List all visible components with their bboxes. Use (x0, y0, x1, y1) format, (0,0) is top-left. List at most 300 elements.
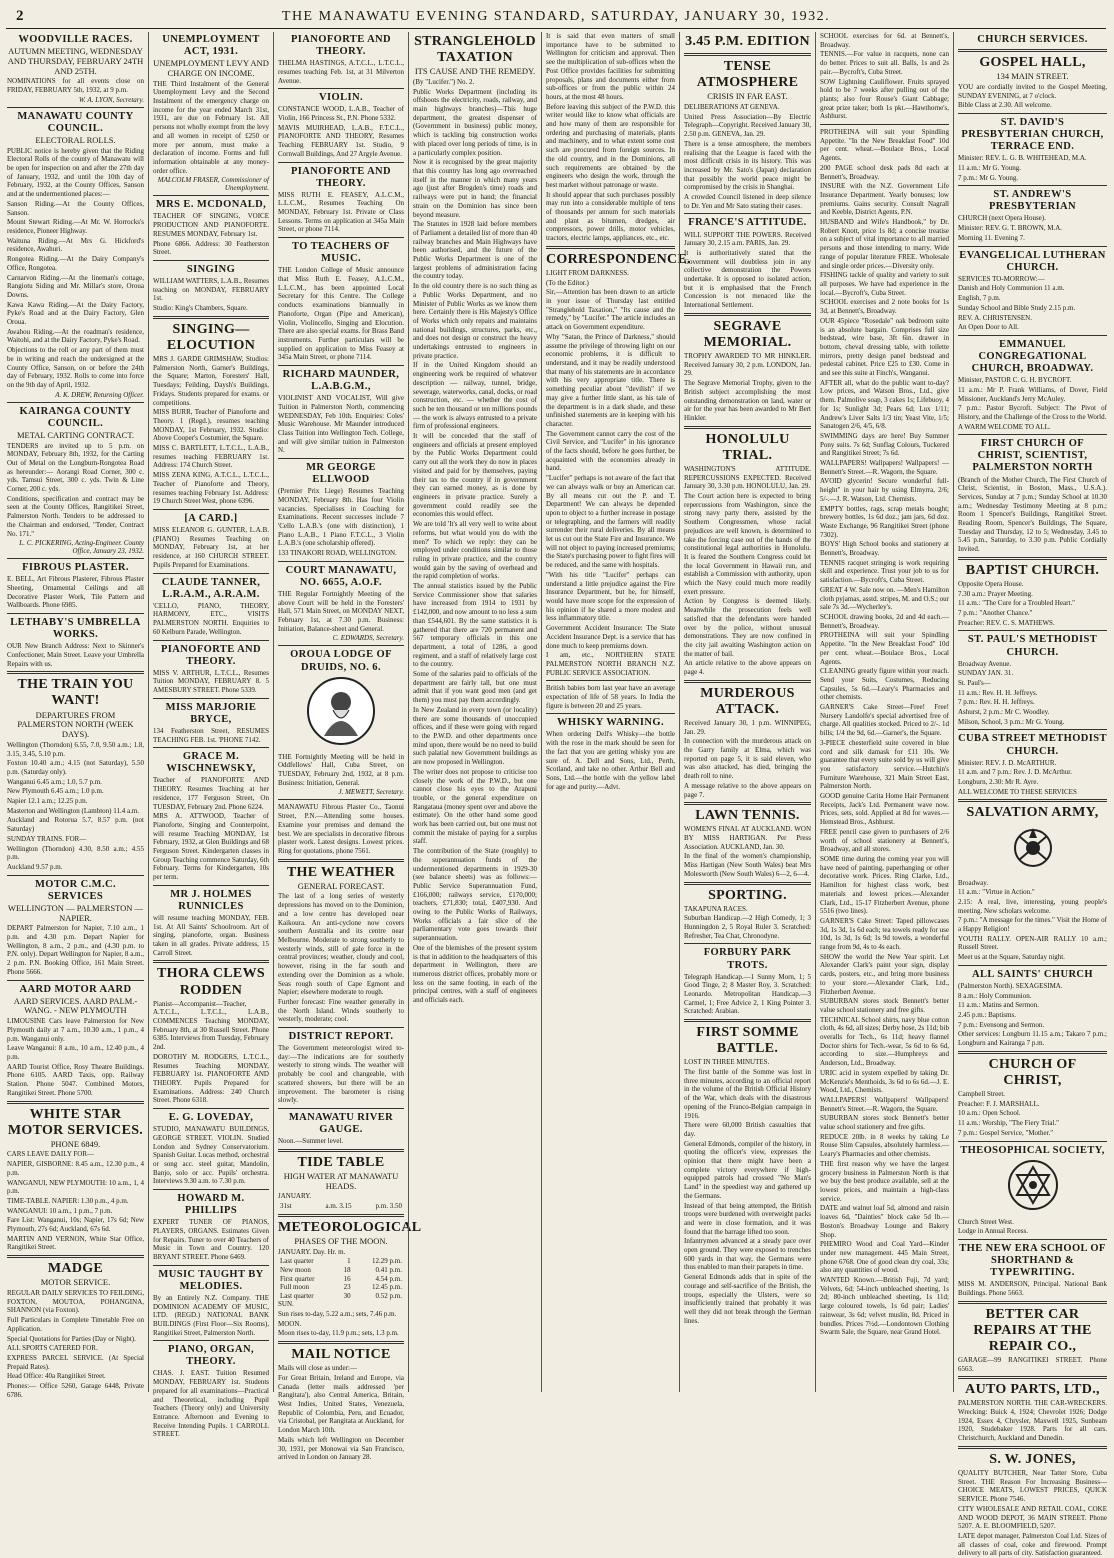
paragraph: The writer does not propose to criticise too closely the work of the P.W.D., but one cannot close his eyes to the Arapuni trouble, or the general expenditure on Rangataua (money spent over and above the estimate). On the other hand some good work has been carried out, but one must not commit the mistake of paying for a surplus staff. (413, 767, 538, 846)
paragraph: OUR 45piece "Rosedale" oak bedroom suite is an absolute bargain. Comprises full size bedstead, wire base, 3ft 6in. drawer in bottom, cheval dressing table, with toilette mirrors, pretty design panel bedstead and pedestal cabinet. Price £25 to £30. Come in and see this suite at Finch's, Wanganui. (820, 316, 949, 378)
paragraph: 133 TINAKORI ROAD, WELLINGTON. (278, 549, 397, 558)
paragraph: SHOW the world the New Year spirit. Let Alexander Clark's paint your sign, display cards, posters, etc., and bring more business to your store.—Alexander Clark, Ltd., Fitzherbert Avenue. (820, 952, 949, 996)
article-headline: EVANGELICAL LUTHERAN CHURCH. (959, 249, 1106, 273)
paragraph: OUR New Branch Address: Next to Skinner's Confectioner, Main Street. Leave your Umbrella Repairs with us. (7, 642, 144, 668)
paragraph: QUALITY BUTCHER, Near Tatter Store, Cuba Street. THE Reason For Increasing Business— CHOICE MEATS, LOWEST PRICES, QUICK SERVICE. Phone 7546. (958, 1468, 1107, 1504)
paragraph: (Branch of the Mother Church, The First Church of Christ, Scientist, in Boston, Mass., U.S.A.). Services, Sunday at 7 p.m.; Sunday School at 10.30 a.m.; Wednesday Testimony Meeting at 8 p.m.; Room 1 Spencer's Buildings, Rangitikei Street. Reading Room, Spencer's Buildings, The Square, Tuesday and Thursday, 12 to 5; Wednesday, 3.45 to 5.45 p.m., Saturday, to 3.30 p.m. Public Cordially Invited. (958, 475, 1107, 554)
article-headline: TIDE TABLE (297, 1154, 385, 1170)
data-table (278, 1257, 404, 1300)
paragraph: 11 a.m. and 7 p.m.: Rev. J. D. McArthur. (958, 768, 1072, 777)
article-headline: RICHARD MAUNDER, L.A.B.G.M., (282, 369, 400, 393)
paragraph: MANAWATU Fibrous Plaster Co., Taonui Street, P.N.—Attending some houses. Examine your premises and demand the best. We are specialists in decorative fibrous plaster work. Latest designs. Lowest prices. Ring for quotations, phone 7561. (278, 803, 404, 855)
article (153, 260, 269, 313)
divider (958, 434, 1107, 435)
paragraph: In the old country there is no such thing as a Public Works Department, and no Minister of Public Works as we know them here. Certainly there is His Majesty's Office of Works which only repairs and maintains national buildings, structures, parks, etc., and does not design or construct the heavy undertakings entrusted to engineers in private practice. (413, 282, 537, 360)
paragraph: Phone 6866. Address: 30 Featherston Street. (153, 239, 269, 257)
paragraph: TIME-TABLE. NAPIER: 1.30 p.m., 4 p.m. (7, 1196, 129, 1205)
divider (684, 426, 811, 429)
article (684, 34, 811, 50)
paragraph: PROTHEINA will suit your Spindling Appetite. "In the New Breakfast Food" 10d per cent. wheat.—Boulace Bros., Local Agents. (820, 128, 949, 163)
article-headline: CHURCH OF CHRIST, (988, 1056, 1077, 1088)
article-headline: KAIRANGA COUNTY COUNCIL. (19, 405, 132, 429)
article-headline: 3.45 P.M. EDITION (685, 34, 810, 49)
table-cell: 18 (343, 1265, 351, 1274)
paragraph: 10 a.m.: Open School. (958, 1109, 1021, 1118)
divider (684, 802, 811, 805)
paragraph: Morning 11. Evening 7. (958, 233, 1025, 242)
divider (546, 680, 675, 681)
divider (7, 107, 144, 108)
paragraph: An Open Door to All. (958, 323, 1019, 332)
article-subhead: WELLINGTON — PALMERSTON — NAPIER. (7, 902, 144, 923)
article (684, 882, 811, 941)
paragraph: 7 p.m.: Evensong and Sermon. (958, 1020, 1045, 1029)
article-headline: CHURCH SERVICES. (977, 34, 1088, 45)
paragraph: The Government meteorologist wired to-day:—The indications are for southerly westerly to strong winds. The weather will probably be cool and changeable, with scattered showers, but there will be an improvement. The barometer is rising slowly. (278, 1044, 404, 1105)
paragraph: MOON. (278, 1319, 302, 1328)
paragraph: If in the United Kingdom should an engineering work be required of whatever description — railway, tunnel, bridge, sewerage, waterworks, canal, docks, or road construction, etc. — whether the cost of such be ten thousand or ten millions pounds — the work is always entrusted to a private firm of professional engineers. (413, 361, 537, 431)
paragraph: Campbell Street. (958, 1090, 1006, 1099)
article-headline: PIANOFORTE AND THEORY. (290, 165, 392, 189)
divider (278, 1108, 404, 1109)
divider (153, 1265, 269, 1266)
paragraph: "Lucifer" perhaps is not aware of the fact that we can always walk or buy an American car. By all means cut out the P. and T. Department! We can always be depended upon to object to a further increase in postage or telegraphing, and the farmers will readily surrender their rural deliveries. By all means let us cut out the State Fire and Insurance. We will not object to paying increased premiums; the State's purchasing power to fight fires will be reduced, and the same with hospitals. (546, 474, 675, 570)
paragraph: TENNIS.—For value in racquets, none can do better. Prices to suit all. Balls, 1s and 2s pair.—Bycroft's, Cuba Street. (820, 50, 949, 76)
paragraph: DOROTHY M. RODGERS, L.T.C.L., Resumes Teaching MONDAY, FEBRUARY 1st. PIANOFORTE AND THEORY. Pupils Prepared for Examinations. Address: 240 Church Street. Phone 6318. (153, 1052, 269, 1105)
paragraph: TEACHER OF SINGING, VOICE PRODUCTION AND PIANOFORTE. RESUMES MONDAY, February 1st. (153, 212, 269, 238)
divider (278, 645, 404, 646)
paragraph: MISS C. BARTLETT, L.T.C.L., L.A.B., resumes teaching FEBRUARY 1st. Address: 174 Church Street. (153, 444, 269, 470)
paragraph: British babies born last year have an average expectation of life of 58 years. In India the figure is between 20 and 25 years. (546, 684, 675, 710)
paragraph: 11 a.m.: Rev. H. H. Jeffreys. (958, 688, 1038, 697)
table-cell: 31st (280, 1202, 292, 1211)
paragraph: TECHNICAL School shirts, navy blue cotton cloth, 4s 6d, all sizes; Derby hose, 2s 11d; bib overalls for Tech., 6s 11d; heavy flannel Doctor shirts for Tech.-wear, 5s 6d to 6s 6d, according to size.—Humphreys and Anderson, Ltd., Broadway. (820, 1015, 949, 1068)
article (546, 246, 691, 677)
paragraph: DATE and walnut loaf 5d, almond and raisin loaves 6d, "Dainties" block cake 5d lb.—Boston's Broadway Lounge and Bakery Shop. (820, 1204, 949, 1239)
paragraph: MISS RUTH E. FEASEY, A.L.C.M., L.L.C.M., Resumes Teaching On MONDAY, February 1st. Private or Class Lessons. Terms on application at 345a Main Street, or phone 7114. (278, 190, 404, 234)
article-headline: E. G. LOVEDAY, (168, 1112, 254, 1124)
paragraph: MISS ELEANOR G. GUNTER, L.A.B. (PIANO) Resumes Teaching on MONDAY, February 1st, at her residence, at 160 CHURCH STREET. Pupils Prepared for Examinations. (153, 526, 269, 569)
table-cell: 12.29 p.m. (372, 1257, 402, 1266)
divider (684, 53, 811, 56)
paragraph: SUBURBAN stores stock Bennett's better value school stationery and free gifts. (820, 997, 949, 1014)
paragraph: For Great Britain, Ireland and Europe, via Canada (letter mails addressed 'per Rangitata'), also Central America, Britain, West Indies, United States, Venezuela, Republic of Colombia, Peru, and Ecuador, via Cristobal, per Rangitata at Auckland, for London March 10th. (278, 1373, 404, 1435)
article (546, 713, 675, 791)
column-rule (953, 32, 954, 1392)
paragraph: 7 p.m.: Pastor Bycroft. Subject: The Pivot of History, and the Challenge of the Cross to the World. (958, 404, 1107, 421)
paragraph: A WARM WELCOME TO ALL. (958, 422, 1051, 431)
paragraph: Why "Satan, the Prince of Darkness," should assume the privilege of throwing light on our economic problems, it is difficult to understand, and it may be readily understood that many of his statements are in accordance with his very appropriate title. There is something peculiar about "devilish" if we may give a further little slant, as his tale of the department is in a dark shade, and these unfinished statements are in keeping with his character. (546, 332, 675, 428)
article-headline: FIBROUS PLASTER. (22, 562, 129, 574)
column-rule (408, 32, 409, 1392)
article-headline: MR J. HOLMES RUNNICLES (170, 888, 252, 912)
article-headline: THE TRAIN YOU WANT! (17, 677, 134, 709)
divider (958, 113, 1107, 114)
table-cell: 1 (347, 1257, 351, 1266)
article-subhead: METAL CARTING CONTRACT. (16, 429, 135, 440)
paragraph: (To the Editor.) (546, 278, 589, 287)
article-headline: THE WEATHER (286, 864, 396, 880)
paragraph: We are told 'It's all very well to write about reforms, but what would you do with the men?' To which we reply: they can be employed under conditions similar to those ruling in private practice, and the country would gain by the saving of overhead and the rapid completion of works. (413, 520, 537, 581)
divider (278, 799, 404, 800)
paragraph: Other services: Longburn 11.15 a.m.; Takaro 7 p.m.; Longburn and Kairanga 7 p.m. (958, 1030, 1107, 1048)
divider (7, 875, 144, 876)
paragraph: INSURE with the N.Z. Government Life Insurance Department. Yearly bonuses; low premiums. Gains security. Consult Nagrall and Keeble, District Agents, P.N. (820, 182, 949, 217)
column-rule (541, 32, 542, 1392)
paragraph: 2.15: A real, live, interesting, young people's meeting. New scholars welcome. (958, 897, 1107, 915)
table-cell: 16 (343, 1274, 351, 1283)
paragraph: It is authoritatively stated that the Government will doubtless join in any collective demonstration the Powers undertake. It is opposed to isolated action, but it is emphasised that the French Concession is not menaced like the International Settlement. (684, 248, 811, 310)
article (278, 859, 404, 1024)
paragraph: 134 Featherston Street, RESUMES TEACHING FEB. 1st. 'PHONE 7142. (153, 726, 269, 744)
divider (153, 316, 269, 319)
paragraph: LIMOUSINE Cars leave Palmerston for New Plymouth daily at 7 a.m., 10.30 a.m., 1 p.m., 4 p.m. Wanganui only. (7, 1017, 144, 1043)
article-headline: ALL SAINTS' CHURCH (972, 968, 1093, 980)
divider (278, 859, 404, 862)
article (546, 32, 675, 243)
article-headline: HONOLULU TRIAL. (705, 431, 790, 463)
paragraph: In connection with the murderous attack on the Garry family at Elma, which was reported on page 5, it is said eleven, who was also attacked, has died, bringing the death roll to nine. (684, 737, 811, 781)
paragraph: SUNDAY TRAINS. FOR— (7, 834, 87, 843)
article-headline: PIANOFORTE AND THEORY. (290, 34, 392, 58)
paragraph: FISHING tackle of quality and variety to suit all purposes. We have had experience in the local.—Bycroft's, Cuba Street. (820, 271, 949, 297)
paragraph: One of the blemishes of the present system is that in addition to the headquarters of this department in Wellington, there are numerous district offices, probably more or less on the same footing, in each of the principal centres, with a staff of engineers and officials each. (413, 943, 537, 1005)
divider (278, 88, 404, 89)
paragraph: CHURCH (next Opera House). (958, 214, 1046, 223)
article-headline: VIOLIN. (319, 92, 363, 104)
table-cell: Last quarter (280, 1291, 314, 1300)
article (153, 509, 269, 570)
paragraph: GOOD genuine Carita Home Hair Permanent Receipts, Jack's Ltd. Permanent wave now. Prices, sets, sold. Applied at 8d for waves.—Hemstead Bros., Ashhurst. (820, 792, 949, 827)
paragraph: WANGANUI, NEW PLYMOUTH: 10 a.m., 1, 4 p.m. (7, 1178, 144, 1196)
article (958, 799, 1107, 961)
article-headline: MADGE (47, 1261, 104, 1277)
divider (7, 1255, 144, 1258)
paragraph: SUN. (278, 1300, 294, 1309)
divider (278, 237, 404, 238)
article-headline: AUTO PARTS, LTD., (965, 1382, 1100, 1398)
paragraph: Phones:— Office 5260, Garage 6448, Private 6786. (7, 1382, 144, 1399)
paragraph: Instead of that being attempted, the British troops were burdened with overweight packs and were in close formation, and it was found that the barrage lifted too soon. (684, 1201, 811, 1236)
paragraph: TAKAPUNA RACES. (684, 904, 748, 913)
paragraph: 7 p.m.: Mr G. Young. (958, 173, 1019, 182)
article-headline: CORRESPONDENCE. (546, 251, 691, 267)
paragraph: WALLPAPERS! Wallpapers! Wallpapers! — Bennett's Street.—R. Wagorn, the Square. (820, 459, 949, 476)
paragraph: Head Office: 40a Rangitikei Street. (7, 1372, 106, 1381)
article (7, 34, 144, 104)
article (153, 960, 269, 1105)
article-subhead: 134 MAIN STREET. (996, 71, 1069, 82)
paragraph: STUDIO, MANAWATU BUILDINGS, GEORGE STREET. VIOLIN. Studied London and Sydney Conservatorium. Spanish Guitar. Lucas method, orchestral or song acc. steel guitar, Mandolin, Banjo, solo or acc. Pupils' orchestra. Interviews 9.30 a.m. to 7.30 p.m. (153, 1125, 269, 1186)
divider (153, 1108, 269, 1109)
paragraph: MISS BURR, Teacher of Pianoforte and Theory. 1 (Regd.), resumes teaching MONDAY, 1st February, 1932. Studio: Above Cooper's Costumier, the Square. (153, 408, 269, 443)
paragraph: JANUARY. Day. Hr. m. (278, 1247, 346, 1256)
column-7 (817, 32, 952, 1392)
paragraph: The Statutes in 1928 laid before members of Parliament a detailed list of more than 40 railway branches and Main Highways have been authorised, and the future of the Public Works Department is one of the largest problems of administration facing the country today. (413, 220, 537, 281)
article (153, 747, 269, 882)
table-row (278, 1292, 404, 1301)
paragraph: Suburban Handicap.—2 High Comedy, 1; 3 Hunningdon 2, 5 Royal Ruler 3. Scratched: Refresher, Tea Chat, Chronodyne. (684, 914, 811, 940)
divider (278, 458, 404, 459)
article-subhead: PHONE 6849. (50, 1138, 101, 1149)
paragraph: 7 p.m.: Gospel Service, "Mother." (958, 1128, 1054, 1137)
article (7, 1255, 144, 1399)
paragraph: MISS M. ANDERSON, Principal. National Bank Buildings. Phone 5663. (958, 1280, 1107, 1297)
divider (153, 1340, 269, 1341)
paragraph: SOW Lightning Cauliflower. Fruits sprayed hold to be 7 weeks after pulling out of the plants; also four Rouse's Giant Cabbage; great prize taker; both 1s pkt.—Hawthorne's, Ashhurst. (820, 77, 949, 121)
table-row (278, 1202, 404, 1211)
signature: J. MEWETT, Secretary. (338, 788, 404, 797)
paragraph: 'CELLO, PIANO, THEORY, HARMONY, ETC., VISITS PALMERSTON NORTH. Enquiries to 60 Kelburn Parade, Wellington. (153, 601, 269, 636)
article-headline: PIANOFORTE AND THEORY. (160, 643, 262, 667)
article-headline: FIRST CHURCH OF CHRIST, SCIENTIST, PALMERSTON NORTH (972, 438, 1093, 474)
paragraph: Sun rises to-day, 5.22 a.m.; sets, 7.46 p.m. (278, 1309, 397, 1318)
article-headline: MANAWATU RIVER GAUGE. (288, 1112, 394, 1136)
paragraph: It is said that even matters of small importance have to be submitted to Wellington for criticism and approval. Then see the multiplication of sub-offices when the Post Office provides facilities for submitting proposals, plans and documents either from sub-offices or from the public within 24 hours, at the most 48 hours. (546, 32, 675, 101)
paragraph: 3-PIECE chesterfield suite covered in blue cord and silk damask for £11 10s. We guarantee that every suite sold by us will give you satisfactory service.—Hutchin's Furniture Warehouse, 321 Main Street East, Palmerston North. (820, 738, 949, 791)
paragraph: MAVIS MUIRHEAD, L.A.B., F.T.C.L., PIANOFORTE AND THEORY, Resumes Teaching FEBRUARY 1st. Studio, 9 Cornwall Buildings, And 27 Argyle Avenue. (278, 123, 404, 158)
paragraph: Some of the salaries paid to officials of the department are fairly tall, but one must admit that if you want good men (and get them) you must pay them accordingly. (413, 670, 537, 705)
article-headline: ST. DAVID'S PRESBYTERIAN CHURCH, TERRACE END. (961, 117, 1104, 153)
article (278, 1149, 404, 1211)
paragraph: Lodge in Annual Recess. (958, 1227, 1028, 1236)
paragraph: Moon rises to-day, 11.9 p.m.; sets, 1.3 p.m. (278, 1329, 399, 1338)
paragraph: The Court action here is expected to bring repercussions from Washington, since the strong navy party there, assisted by the Southern Congressmen, whose racial prejudices are well known, is determined to take the forcing case out of the hands of the constitutional legal authorities in Honolulu. It is feared the Southern Congress could let the local Government in Hawaii run, and establish a Commission with authority, upon which the Navy could much more readily exert pressure. (684, 491, 811, 596)
article (153, 1340, 269, 1439)
divider (684, 943, 811, 944)
paragraph: Opposite Opera House. (958, 579, 1024, 588)
paragraph: SCHOOL drawing books, 2d and 4d each.—Bennett's, Broadway. (820, 613, 949, 630)
signature: A. K. DREW, Returning Officer. (55, 390, 144, 399)
paragraph: Napier 12.1 a.m.; 12.25 p.m. (7, 797, 88, 806)
paragraph: Minister, PASTOR C. G. H. BYCROFT. (958, 376, 1072, 385)
column-rule (679, 32, 680, 1392)
divider (278, 365, 404, 366)
article-headline: LAWN TENNIS. (695, 808, 800, 824)
divider (958, 1301, 1107, 1304)
paragraph: When ordering Dell's Whisky—the bottle with the rose in the mark should be seen for the fact that you are getting whisky you are sure of. A. Dell and Sons, Ltd., Perth, Scotland, and take no other. Arthur Bell and Sons, Ltd.—the bottle with the yellow label for age and purity.—Advt. (546, 730, 675, 791)
paragraph: St. Paul's— (958, 678, 991, 687)
paragraph: NAPIER, GISBORNE: 8.45 a.m., 12.30 p.m., 4 p.m. (7, 1160, 144, 1177)
article (820, 32, 949, 121)
newspaper-title: THE MANAWATU EVENING STANDARD, SATURDAY, JANUARY 30, 1932. (281, 9, 831, 24)
paragraph: HUSBAND and Wife's Handbook," by Dr. Robert Knott, price 1s 8d; a concise treatise on a subject of vital importance to all married persons and those intending to marry. Wide range of popular literature FREE. Wholesale and single order prices.—Diversity only. (820, 218, 949, 270)
article (684, 313, 811, 423)
paragraph: Leave Wanganui: 8 a.m., 10 a.m., 12.40 p.m., 4 p.m. (7, 1044, 144, 1061)
paragraph: WILL SUPPORT THE POWERS. Received January 30, 2.15 a.m. PARIS, Jan. 29. (684, 230, 811, 248)
paragraph: Telegraph Handicap.—1 Sunny Morn, 1; 5 Good Tinge, 2; 8 Master Roy, 3. Scratched: Leonardo. Metropolitan Handicap.—3 Carmel, 1; Free Advice 2, 1 King Pointer 3. Scratched: Arabian. (684, 972, 811, 1016)
article-subhead: ITS CAUSE AND THE REMEDY. (414, 66, 536, 77)
article (278, 458, 404, 558)
article (278, 645, 404, 796)
paragraph: MARTIN AND VERNON, White Star Office, Rangitikei Street. (7, 1234, 144, 1252)
divider (7, 671, 144, 674)
article-headline: THORA CLEWS RODDEN (157, 966, 265, 998)
paragraph: YOU are cordially invited to the Gospel Meeting, SUNDAY EVENING, at 7 o'clock. (958, 82, 1107, 100)
paragraph: TENDERS are invited up to 5 p.m. on MONDAY, February 8th, 1932, for the Carting Out of Metal on the Longburn-Rongotea Road as hereunder:— Aorangi Road Corner, 300 c. yds. Tamsui Street, 300 c. yds. Twin & Line Corner, 200 c. yds. (7, 441, 144, 494)
article-subhead: CRISIS IN FAR EAST. (707, 91, 788, 102)
divider (684, 680, 811, 683)
paragraph: Wellington (Thorndon) 6.55, 7.0, 9.50 a.m.; 1.8, 3.15, 3.45, 5.10 p.m. (7, 740, 144, 758)
article (958, 1301, 1107, 1374)
paragraph: General Edmonds adds that in spite of the courage and self-sacrifice of the British, the troops, especially the Ulsters, were so insufficiently trained that probably it was well they did not break through the German lines. (684, 1273, 811, 1325)
article (7, 980, 144, 1098)
paragraph: The contribution of the State (roughly) to the superannuation funds of the undermentioned departments in 1929-30 (see balance sheets) was as follows:—Public Service Superannuation Fund, £166,000; railways service, £170,000; teachers, £71,830; total, £407,930. And owing to the Public Works of Railways, Works officials a fair slice of the parliamentary vote goes towards their superannuation. (413, 847, 537, 943)
paragraph: WOMEN'S FINAL AT AUCKLAND. WON BY MISS HARTIGAN. Per Press Association. AUCKLAND, Jan. 30. (684, 825, 811, 851)
divider (958, 246, 1107, 247)
article (153, 195, 269, 257)
article-headline: HOWARD M. PHILLIPS (177, 1193, 245, 1217)
paragraph: An article relative to the above appears on page 4. (684, 659, 811, 677)
article-subhead: MOTOR SERVICE. (40, 1277, 111, 1288)
paragraph: E. BELL, Art Fibrous Plasterer, Fibrous Plaster Sheeting, Ornamental Ceilings and all Decorative Plaster Work, Tile Pattern and Wallboards. Phone 6985. (7, 575, 144, 610)
table-cell: 12.45 p.m. (372, 1283, 402, 1292)
article (958, 1446, 1107, 1558)
paragraph: PHEMIRO Wood and Coal Yard—Kinder under new management. 445 Main Street, phone 6768. One of good clean dry coal, 33s; also any quantities of wood. (820, 1240, 949, 1275)
signature: C. EDWARDS, Secretary. (332, 634, 404, 643)
paragraph: Danish and Holy Communion 11 a.m. (958, 284, 1065, 293)
table-cell: Last quarter (280, 1257, 314, 1266)
article-headline: ST. PAUL'S METHODIST CHURCH. (967, 634, 1098, 658)
article (958, 434, 1107, 554)
paragraph: Sir,—Attention has been drawn to an article in your issue of Thursday last entitled "Stranglehold Taxation," "Its cause and the remedy," by "Lucifer." The article includes an attack on Government expenditure. (546, 288, 675, 332)
article (958, 335, 1107, 431)
table-cell: 30 (343, 1291, 351, 1300)
paragraph: THE Third Instalment of the General Unemployment Levy and the Second Instalment of the emergency charge on income for the year ended March 31st, 1931, are due on February 1st. All persons not wholly exempt from the levy and all women in receipt of £250 or more per annum, must make a declaration of income. Forms and full information obtainable at any money-order office. (153, 79, 269, 175)
paragraph: DELIBERATIONS AT GENEVA. (684, 103, 780, 112)
paragraph: The Government cannot carry the cost of the Civil Service, and "Lucifer" in his ignorance of the facts should, before he goes further, be acquainted with the economies already in hand. (546, 429, 675, 473)
column-6 (681, 32, 814, 1392)
paragraph: BOYS' High School books and stationery at Bennett's, Broadway. (820, 540, 949, 558)
article (153, 1108, 269, 1186)
paragraph: 2.45 p.m.: Baptisms. (958, 1011, 1016, 1020)
paragraph: AFTER all, what do the public want to-day? Low prices, and Watson Bros., Ltd., give them. Palmolive soap, 3 cakes 1s; Lifebuoy, 4 for 1s; Sunlight 3d; Pears 6d; Lux 1/11; Andrew's Liver Salts 1/3 tin; Yeast Vite, 1/5; Sanatogen 2/6, 4/5, 6/8. (820, 378, 949, 431)
paragraph: LOST IN THREE MINUTES. (684, 1058, 770, 1067)
druid-emblem (306, 676, 376, 751)
paragraph: AVOID glycerin! Secure wonderful full-height" in your hair by using Elmyrra, 2/6; 5/-.—J. R. Watson, Ltd. Chemists. (820, 477, 949, 503)
article-subhead: DEPARTURES FROM PALMERSTON NORTH (WEEK DAYS). (17, 709, 134, 740)
divider (278, 1214, 404, 1217)
article (958, 557, 1107, 628)
article (153, 573, 269, 637)
paragraph: In New Zealand in every town (or locality) there are some thousands of unoccupied offices, and if these were going with regard to the P.W.D. and other departments once mind upon, there would be no need to build such palatial new Government buildings as are now proposed in Wellington. (413, 705, 537, 767)
table-row (278, 1266, 404, 1275)
paragraph: Public Works Department (including its offshoots the electricity, roads, railway, and main highways branches)—This huge department, the greatest dispenser of (Government in business) public money, which is tackling big construction works with placed over long periods of time, is in a particularly complex position. (413, 87, 537, 157)
article (278, 1027, 404, 1105)
article-headline: SINGING—ELOCUTION (166, 321, 256, 353)
article (820, 124, 949, 1337)
divider (958, 185, 1107, 186)
table-cell: 0.41 p.m. (375, 1265, 402, 1274)
divider (958, 965, 1107, 966)
paragraph: CARS LEAVE DAILY FOR— (7, 1150, 95, 1159)
paragraph: MRS J. GARDE GRIMSHAW, Studios: Palmerston North, Garner's Buildings, the Square; Marton, Foresters' Hall, Tuesdays; Feilding, Daysh's Buildings, Fridays. Students prepared for exams. or competitions. (153, 355, 269, 407)
divider (546, 713, 675, 714)
table-row (278, 1257, 404, 1266)
table-cell: 0.52 p.m. (375, 1291, 402, 1300)
article (958, 630, 1107, 726)
article (7, 402, 144, 556)
article-headline: UNEMPLOYMENT ACT, 1931. (162, 34, 260, 58)
paragraph: Further forecast: Fine weather generally in the North Island. Winds southerly to westerly, moderate; cool. (278, 997, 404, 1024)
paragraph: Minister: REV. J. D. McARTHUR. (958, 758, 1057, 767)
paragraph: 11 a.m.: Worship, "The Fiery Trial." (958, 1119, 1060, 1128)
article (278, 88, 404, 158)
paragraph: It will be conceded that the staff of engineers and officials at present employed by the Public Works Department could carry out all the work they do now in places visited and paid for by themselves, paying their tax to the country if in government they can earned money, as is done by engineers in private practice. Surely a government could readily see the economies this would effect. (413, 432, 537, 519)
article-headline: CUBA STREET METHODIST CHURCH. (958, 733, 1107, 757)
paragraph: CHAS. J. EAST. Tuition Resumed MONDAY, FEBRUARY 1st. Students prepared for all examinations—Practical and Theoretical, including Pupil Teachers (Theory only) and University Entrance. Afternoon and Evening to Receive Intending Pupils. 1 CARROLL STREET. (153, 1369, 269, 1439)
article-headline: GRACE M. WISCHNEWSKY, (166, 751, 256, 775)
article (684, 53, 811, 210)
divider (546, 246, 675, 249)
article (413, 34, 537, 1005)
divider (153, 885, 269, 886)
signature: L. C. PICKERING, Acting-Engineer. County Office, January 23, 1932. (19, 539, 144, 556)
divider (278, 162, 404, 163)
divider (958, 1446, 1107, 1449)
article-headline: S. W. JONES, (989, 1451, 1076, 1467)
paragraph: WALLPAPERS! Wallpapers! Wallpapers! Bennett's Street.—R. Wagorn, the Square. (820, 1095, 949, 1113)
article (7, 558, 144, 610)
article-headline: WHITE STAR MOTOR SERVICES. (7, 1106, 144, 1138)
article-subhead: AUTUMN MEETING, WEDNESDAY AND THURSDAY, FEBRUARY 24TH AND 25TH. (7, 46, 144, 76)
divider (7, 613, 144, 614)
article (684, 213, 811, 309)
paragraph: GARNER'S Cake Street: Taped pillowcases 3d, 1s 3d, 1s 6d each; tea towels ready for use 10d, 1s 3d, 1s 6d; 1s 9d towels, a wonderful range from 9d, 4s to 4s each. (820, 916, 949, 952)
divider (153, 1189, 269, 1190)
column-rule (148, 32, 149, 1392)
paragraph: ALL SPORTS CATERED FOR. (7, 1344, 98, 1353)
paragraph: A crowded Council listened in deep silence to Dr. Yen and Mr Sato stating their cases. (684, 193, 811, 210)
divider (958, 1051, 1107, 1054)
page-number: 2 (16, 8, 24, 24)
paragraph: "With his title "Lucifer" perhaps can understand a little prejudice against the Fire Insurance Department, but he, for himself, would have more scope for the expression of his opinion if he shared a more modest and less inflammatory title. (546, 570, 675, 623)
article-headline: MISS MARJORIE BRYCE, (165, 701, 257, 725)
article-headline: TO TEACHERS OF MUSIC. (292, 241, 390, 265)
paragraph: Mount Stewart Riding.—At Mr. W. Horrocks's residence, Pioneer Highway. (7, 218, 144, 235)
table-cell: 23 (343, 1283, 351, 1292)
article-headline: TENSE ATMOSPHERE (696, 59, 799, 91)
article (153, 1265, 269, 1338)
paragraph: Action by Congress is deemed likely. Meanwhile the prosecution feels well satisfied that the defendants were handed over by the police, without unusual demonstrations. They are now confined in the city jail awaiting Washington action on the matter of bail. (684, 597, 811, 658)
paragraph: 8 a.m.: Holy Communion. (958, 991, 1032, 1000)
paragraph: SUBURBAN stores stock Bennett's better value school stationery and free gifts. (820, 1114, 949, 1132)
paragraph: REV. A. CHRISTENSEN. (958, 313, 1032, 322)
paragraph: THE London College of Music announce that Miss Ruth E. Feasey, A.L.C.M., L.L.C.M., has been appointed Local Secretary for this Centre. The College conducts examinations biannually in Pianoforte, Organ (Pipe and American), Violin, Violincello, Singing and Elocution. There are also special exams. for Brass Band instruments. Further particulars will be supplied on application to Miss Feasey at 345a Main Street, or phone 7114. (278, 266, 404, 362)
paragraph: 11 a.m.: Matins and Sermon. (958, 1001, 1039, 1010)
article-headline: FIRST SOMME BATTLE. (696, 1025, 799, 1057)
article-headline: EMMANUEL CONGREGATIONAL CHURCH, BROADWAY. (971, 338, 1094, 375)
divider (153, 573, 269, 574)
paragraph: 11 a.m.: Mr G. Young. (958, 163, 1021, 172)
article (278, 1341, 404, 1462)
article-subhead: GENERAL FORECAST. (297, 880, 385, 891)
article-headline: WHISKY WARNING. (557, 717, 664, 729)
paragraph: DEPART Palmerston for Napier, 7.10 a.m., 1 p.m. and 4.30 p.m. Depart Napier for Wellington, 8 a.m., 2 p.m., and (4.30 p.m. to P.N. only). Depart Wellington for Napier, 8 a.m., 2 p.m. P.N. Booking Office, 161 Main Street. Phone 5666. (7, 924, 144, 976)
paragraph: Milson, School, 3 p.m.: Mr G. Young. (958, 717, 1065, 726)
article-headline: LETHABY'S UMBRELLA WORKS. (10, 617, 141, 641)
paragraph: United Press Association—By Electric Telegraph—Copyright. Received January 30, 2.50 p.m. GENEVA, Jan. 29. (684, 112, 811, 139)
article (958, 49, 1107, 110)
paragraph: New Plymouth 6.45 a.m.; 1.0 p.m. (7, 787, 104, 796)
article-headline: FRANCE'S ATTITUDE. (688, 217, 807, 229)
article-headline: [A CARD.] (184, 512, 238, 524)
paragraph: Carnarvon Riding.—At the lineman's cottage, Rangiotu Siding and Mr. Millar's store, Oroua Downs. (7, 273, 144, 299)
column-rule (815, 32, 816, 1392)
paragraph: In the final of the women's championship, Miss Hartigan (New South Wales) beat Mrs Molesworth (New South Wales) 6—2, 6—4. (684, 852, 811, 878)
paragraph: Sanson Riding.—At the County Offices, Sanson. (7, 199, 144, 217)
paragraph: 11 a.m.: Mr P. Frank Williams, of Dover, Field Missioner, Auckland's Jerry McAuley. (958, 385, 1107, 403)
